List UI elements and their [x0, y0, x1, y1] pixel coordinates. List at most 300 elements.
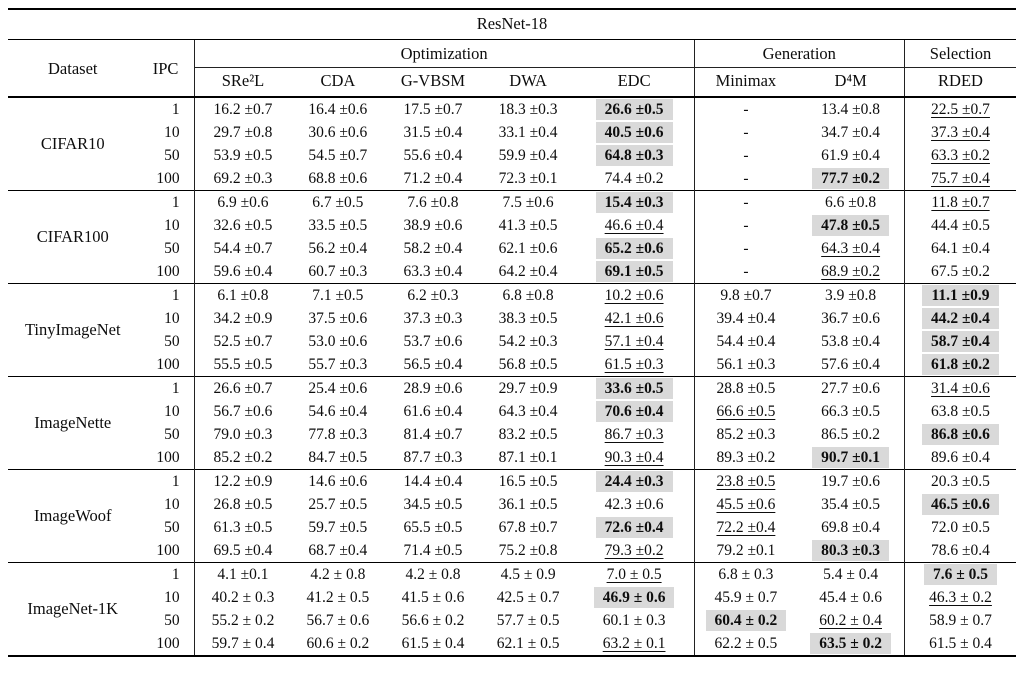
- value-cell: [694, 446, 797, 470]
- value-text: 79.2 ±0.1: [716, 542, 776, 559]
- value-text: 64.3 ±0.4: [498, 403, 558, 420]
- value-text: 60.7 ±0.3: [308, 263, 368, 280]
- value-text: 58.9 ± 0.7: [929, 612, 992, 629]
- best-value: 40.5 ±0.6: [596, 122, 673, 143]
- value-cell: [905, 400, 1017, 423]
- value-text: 6.8 ±0.8: [502, 287, 554, 304]
- value-cell: [797, 260, 904, 284]
- value-text: 31.5 ±0.4: [403, 124, 463, 141]
- value-cell: [575, 353, 694, 377]
- value-text: 6.6 ±0.8: [825, 194, 877, 211]
- value-text: 74.4 ±0.2: [604, 170, 664, 187]
- value-text: 29.7 ±0.8: [213, 124, 273, 141]
- value-text: 40.2 ± 0.3: [211, 589, 275, 606]
- value-text: 34.2 ±0.9: [213, 310, 273, 327]
- value-text: 55.7 ±0.3: [308, 356, 368, 373]
- value-text: 56.1 ±0.3: [716, 356, 776, 373]
- value-cell: [384, 609, 481, 632]
- value-text: 75.2 ±0.8: [498, 542, 558, 559]
- ipc-value: 10: [138, 307, 195, 330]
- value-cell: [482, 144, 575, 167]
- value-text: 33.1 ±0.4: [498, 124, 558, 141]
- value-text: 44.4 ±0.5: [931, 217, 990, 234]
- value-cell: [384, 353, 481, 377]
- value-cell: [797, 493, 904, 516]
- value-cell: [194, 353, 291, 377]
- value-cell: [797, 609, 904, 632]
- value-cell: [575, 260, 694, 284]
- table-row: [8, 423, 1016, 446]
- value-cell: [194, 377, 291, 401]
- ipc-value: 10: [138, 121, 195, 144]
- table-header: [8, 9, 1016, 97]
- value-cell: [694, 516, 797, 539]
- table-row: [8, 121, 1016, 144]
- value-cell: [797, 191, 904, 215]
- value-cell: [384, 191, 481, 215]
- table-title: ResNet-18: [8, 9, 1016, 40]
- value-text: 69.2 ±0.3: [213, 170, 273, 187]
- value-cell: [905, 632, 1017, 656]
- value-text: -: [743, 101, 749, 118]
- value-text: 38.3 ±0.5: [498, 310, 558, 327]
- value-text: 79.0 ±0.3: [213, 426, 273, 443]
- best-value: 58.7 ±0.4: [922, 331, 999, 352]
- value-cell: [694, 191, 797, 215]
- value-cell: [194, 214, 291, 237]
- best-value: 47.8 ±0.5: [812, 215, 889, 236]
- value-cell: [194, 144, 291, 167]
- value-cell: [694, 609, 797, 632]
- value-cell: [291, 121, 384, 144]
- column-header-edc: EDC: [575, 68, 694, 98]
- value-cell: [905, 260, 1017, 284]
- value-text: 63.3 ±0.4: [403, 263, 463, 280]
- value-text: 45.4 ± 0.6: [819, 589, 882, 606]
- value-text: 34.5 ±0.5: [403, 496, 463, 513]
- value-text: 61.5 ± 0.4: [929, 635, 992, 652]
- value-cell: [291, 470, 384, 494]
- second-best-value: 72.2 ±0.4: [716, 519, 776, 536]
- value-cell: [905, 609, 1017, 632]
- value-cell: [575, 563, 694, 587]
- ipc-value: 10: [138, 400, 195, 423]
- value-cell: [905, 563, 1017, 587]
- value-text: 89.6 ±0.4: [931, 449, 990, 466]
- value-cell: [694, 423, 797, 446]
- value-cell: [797, 563, 904, 587]
- value-cell: [575, 400, 694, 423]
- value-cell: [384, 516, 481, 539]
- second-best-value: 68.9 ±0.2: [821, 263, 881, 280]
- best-value: 64.8 ±0.3: [596, 145, 673, 166]
- best-value: 80.3 ±0.3: [812, 540, 889, 561]
- value-cell: [291, 400, 384, 423]
- value-text: 81.4 ±0.7: [403, 426, 463, 443]
- table-row: [8, 214, 1016, 237]
- second-best-value: 79.3 ±0.2: [604, 542, 664, 559]
- value-cell: [575, 516, 694, 539]
- ipc-value: 10: [138, 493, 195, 516]
- value-text: 6.9 ±0.6: [217, 194, 269, 211]
- value-text: 37.3 ±0.3: [403, 310, 463, 327]
- value-cell: [384, 493, 481, 516]
- second-best-value: 90.3 ±0.4: [604, 449, 664, 466]
- table-row: [8, 377, 1016, 401]
- value-text: -: [743, 263, 749, 280]
- value-text: 20.3 ±0.5: [931, 473, 990, 490]
- value-cell: [384, 423, 481, 446]
- value-text: 77.8 ±0.3: [308, 426, 368, 443]
- value-cell: [384, 307, 481, 330]
- dataset-label: ImageNette: [8, 377, 138, 470]
- value-cell: [194, 609, 291, 632]
- value-cell: [482, 423, 575, 446]
- value-cell: [482, 586, 575, 609]
- value-text: 64.1 ±0.4: [931, 240, 990, 257]
- value-cell: [194, 284, 291, 308]
- second-best-value: 31.4 ±0.6: [931, 380, 990, 397]
- value-text: 59.7 ± 0.4: [211, 635, 275, 652]
- value-text: 68.7 ±0.4: [308, 542, 368, 559]
- value-cell: [194, 563, 291, 587]
- ipc-value: 50: [138, 516, 195, 539]
- best-value: 15.4 ±0.3: [596, 192, 673, 213]
- value-text: 54.4 ±0.4: [716, 333, 776, 350]
- value-text: 56.5 ±0.4: [403, 356, 463, 373]
- best-value: 63.5 ± 0.2: [810, 633, 891, 654]
- second-best-value: 57.1 ±0.4: [604, 333, 664, 350]
- value-cell: [482, 400, 575, 423]
- value-text: 66.3 ±0.5: [821, 403, 881, 420]
- value-cell: [797, 446, 904, 470]
- value-cell: [384, 539, 481, 563]
- table-row: [8, 191, 1016, 215]
- value-text: 54.2 ±0.3: [498, 333, 558, 350]
- value-cell: [291, 307, 384, 330]
- value-text: 72.3 ±0.1: [498, 170, 558, 187]
- value-text: 5.4 ± 0.4: [823, 566, 879, 583]
- value-cell: [384, 144, 481, 167]
- value-cell: [797, 167, 904, 191]
- value-cell: [575, 446, 694, 470]
- value-text: 4.1 ±0.1: [217, 566, 269, 583]
- value-cell: [482, 470, 575, 494]
- value-text: 34.7 ±0.4: [821, 124, 881, 141]
- value-cell: [482, 260, 575, 284]
- value-cell: [694, 307, 797, 330]
- value-cell: [797, 353, 904, 377]
- dataset-label: ImageNet-1K: [8, 563, 138, 657]
- value-cell: [575, 609, 694, 632]
- table-row: [8, 470, 1016, 494]
- second-best-value: 37.3 ±0.4: [931, 124, 990, 141]
- value-cell: [575, 423, 694, 446]
- value-text: 36.7 ±0.6: [821, 310, 881, 327]
- value-cell: [575, 470, 694, 494]
- value-text: 63.8 ±0.5: [931, 403, 990, 420]
- value-text: 53.8 ±0.4: [821, 333, 881, 350]
- value-text: 13.4 ±0.8: [821, 101, 881, 118]
- second-best-value: 75.7 ±0.4: [931, 170, 990, 187]
- best-value: 7.6 ± 0.5: [924, 564, 997, 585]
- value-cell: [905, 284, 1017, 308]
- best-value: 72.6 ±0.4: [596, 517, 673, 538]
- value-cell: [797, 632, 904, 656]
- value-cell: [797, 470, 904, 494]
- column-header-d4m: D⁴M: [797, 68, 904, 98]
- value-cell: [384, 260, 481, 284]
- value-text: 62.1 ± 0.5: [496, 635, 560, 652]
- value-cell: [905, 144, 1017, 167]
- value-text: 6.1 ±0.8: [217, 287, 269, 304]
- value-text: 57.6 ±0.4: [821, 356, 881, 373]
- best-value: 77.7 ±0.2: [812, 168, 889, 189]
- value-cell: [694, 377, 797, 401]
- value-cell: [694, 470, 797, 494]
- value-cell: [194, 260, 291, 284]
- value-cell: [797, 539, 904, 563]
- value-cell: [482, 97, 575, 121]
- value-cell: [482, 307, 575, 330]
- value-cell: [575, 121, 694, 144]
- value-text: 55.6 ±0.4: [403, 147, 463, 164]
- value-cell: [291, 539, 384, 563]
- second-best-value: 63.2 ± 0.1: [602, 635, 666, 652]
- value-text: 30.6 ±0.6: [308, 124, 368, 141]
- value-cell: [797, 423, 904, 446]
- value-cell: [694, 632, 797, 656]
- best-value: 44.2 ±0.4: [922, 308, 999, 329]
- value-cell: [575, 214, 694, 237]
- value-cell: [694, 260, 797, 284]
- column-header-dataset: Dataset: [8, 40, 138, 98]
- value-cell: [575, 307, 694, 330]
- value-text: 17.5 ±0.7: [403, 101, 463, 118]
- group-header-generation: Generation: [694, 40, 904, 68]
- best-value: 86.8 ±0.6: [922, 424, 999, 445]
- value-text: 6.7 ±0.5: [312, 194, 364, 211]
- best-value: 70.6 ±0.4: [596, 401, 673, 422]
- value-cell: [694, 353, 797, 377]
- value-cell: [905, 330, 1017, 353]
- value-text: 4.2 ± 0.8: [310, 566, 366, 583]
- value-text: 7.1 ±0.5: [312, 287, 364, 304]
- value-cell: [482, 121, 575, 144]
- table-row: [8, 330, 1016, 353]
- value-cell: [194, 307, 291, 330]
- title-row: [8, 9, 1016, 40]
- value-text: 52.5 ±0.7: [213, 333, 273, 350]
- value-cell: [482, 609, 575, 632]
- value-cell: [194, 237, 291, 260]
- value-cell: [694, 167, 797, 191]
- column-header-minimax: Minimax: [694, 68, 797, 98]
- value-cell: [482, 191, 575, 215]
- value-cell: [384, 377, 481, 401]
- value-text: 83.2 ±0.5: [498, 426, 558, 443]
- value-text: 26.6 ±0.7: [213, 380, 273, 397]
- value-text: 53.0 ±0.6: [308, 333, 368, 350]
- value-cell: [291, 237, 384, 260]
- value-text: 16.2 ±0.7: [213, 101, 273, 118]
- group-header-selection: Selection: [905, 40, 1017, 68]
- value-text: 16.4 ±0.6: [308, 101, 368, 118]
- value-cell: [575, 632, 694, 656]
- value-cell: [291, 260, 384, 284]
- ipc-value: 10: [138, 586, 195, 609]
- value-cell: [384, 470, 481, 494]
- value-text: 61.5 ± 0.4: [401, 635, 465, 652]
- table-row: [8, 539, 1016, 563]
- value-cell: [797, 377, 904, 401]
- value-text: 67.5 ±0.2: [931, 263, 990, 280]
- value-cell: [194, 516, 291, 539]
- best-value: 61.8 ±0.2: [922, 354, 999, 375]
- value-text: 56.6 ± 0.2: [401, 612, 465, 629]
- table-row: [8, 493, 1016, 516]
- second-best-value: 63.3 ±0.2: [931, 147, 990, 164]
- value-text: 39.4 ±0.4: [716, 310, 776, 327]
- value-cell: [482, 167, 575, 191]
- value-cell: [291, 214, 384, 237]
- value-text: 60.1 ± 0.3: [602, 612, 666, 629]
- value-text: 61.6 ±0.4: [403, 403, 463, 420]
- value-text: 4.2 ± 0.8: [405, 566, 461, 583]
- value-cell: [384, 563, 481, 587]
- value-text: 65.5 ±0.5: [403, 519, 463, 536]
- value-text: 4.5 ± 0.9: [500, 566, 556, 583]
- value-cell: [194, 97, 291, 121]
- ipc-value: 1: [138, 284, 195, 308]
- value-text: 36.1 ±0.5: [498, 496, 558, 513]
- best-value: 26.6 ±0.5: [596, 99, 673, 120]
- ipc-value: 50: [138, 144, 195, 167]
- value-text: 25.7 ±0.5: [308, 496, 368, 513]
- value-text: 60.6 ± 0.2: [306, 635, 370, 652]
- value-cell: [291, 167, 384, 191]
- value-text: 87.1 ±0.1: [498, 449, 558, 466]
- value-cell: [575, 330, 694, 353]
- value-text: 71.2 ±0.4: [403, 170, 463, 187]
- value-cell: [194, 446, 291, 470]
- value-cell: [575, 167, 694, 191]
- value-text: 6.8 ± 0.3: [718, 566, 774, 583]
- value-cell: [194, 632, 291, 656]
- ipc-value: 1: [138, 97, 195, 121]
- value-cell: [194, 586, 291, 609]
- group-header-row: [8, 40, 1016, 68]
- value-cell: [482, 237, 575, 260]
- value-cell: [194, 400, 291, 423]
- value-cell: [194, 493, 291, 516]
- value-cell: [482, 493, 575, 516]
- value-cell: [905, 97, 1017, 121]
- value-text: 57.7 ± 0.5: [496, 612, 560, 629]
- best-value: 60.4 ± 0.2: [706, 610, 787, 631]
- value-cell: [291, 377, 384, 401]
- column-header-dwa: DWA: [482, 68, 575, 98]
- value-text: 64.2 ±0.4: [498, 263, 558, 280]
- value-text: 6.2 ±0.3: [407, 287, 459, 304]
- table-row: [8, 609, 1016, 632]
- value-text: 3.9 ±0.8: [825, 287, 877, 304]
- value-cell: [482, 284, 575, 308]
- value-cell: [575, 586, 694, 609]
- column-header-gvbsm: G-VBSM: [384, 68, 481, 98]
- value-text: 56.8 ±0.5: [498, 356, 558, 373]
- value-text: 28.9 ±0.6: [403, 380, 463, 397]
- group-header-optimization: Optimization: [194, 40, 694, 68]
- value-cell: [905, 121, 1017, 144]
- best-value: 24.4 ±0.3: [596, 471, 673, 492]
- value-text: 84.7 ±0.5: [308, 449, 368, 466]
- value-cell: [384, 97, 481, 121]
- resnet18-results-table: [8, 8, 1016, 657]
- value-cell: [575, 284, 694, 308]
- second-best-value: 64.3 ±0.4: [821, 240, 881, 257]
- ipc-value: 1: [138, 191, 195, 215]
- value-cell: [694, 400, 797, 423]
- second-best-value: 23.8 ±0.5: [716, 473, 776, 490]
- table-row: [8, 237, 1016, 260]
- results-table-container: [8, 8, 1016, 657]
- value-cell: [575, 237, 694, 260]
- value-text: -: [743, 240, 749, 257]
- ipc-value: 1: [138, 377, 195, 401]
- value-text: 56.7 ± 0.6: [306, 612, 370, 629]
- value-text: 45.9 ± 0.7: [714, 589, 778, 606]
- ipc-value: 100: [138, 260, 195, 284]
- value-text: 69.8 ±0.4: [821, 519, 881, 536]
- value-cell: [694, 330, 797, 353]
- value-cell: [905, 237, 1017, 260]
- value-text: 61.9 ±0.4: [821, 147, 881, 164]
- value-cell: [694, 144, 797, 167]
- value-cell: [797, 330, 904, 353]
- second-best-value: 45.5 ±0.6: [716, 496, 776, 513]
- value-text: -: [743, 124, 749, 141]
- value-text: 7.5 ±0.6: [502, 194, 554, 211]
- value-cell: [797, 307, 904, 330]
- dataset-label: ImageWoof: [8, 470, 138, 563]
- value-text: 42.3 ±0.6: [604, 496, 664, 513]
- column-header-rded: RDED: [905, 68, 1017, 98]
- value-cell: [694, 214, 797, 237]
- value-text: 56.7 ±0.6: [213, 403, 273, 420]
- ipc-value: 10: [138, 214, 195, 237]
- value-text: 18.3 ±0.3: [498, 101, 558, 118]
- value-cell: [694, 284, 797, 308]
- ipc-value: 100: [138, 446, 195, 470]
- value-text: 85.2 ±0.2: [213, 449, 273, 466]
- value-text: 33.5 ±0.5: [308, 217, 368, 234]
- second-best-value: 46.3 ± 0.2: [929, 589, 992, 606]
- value-text: 59.9 ±0.4: [498, 147, 558, 164]
- value-text: 54.6 ±0.4: [308, 403, 368, 420]
- value-text: 87.7 ±0.3: [403, 449, 463, 466]
- value-cell: [291, 144, 384, 167]
- column-header-sre2l: SRe²L: [194, 68, 291, 98]
- value-cell: [482, 516, 575, 539]
- value-cell: [575, 493, 694, 516]
- value-text: -: [743, 170, 749, 187]
- table-row: [8, 97, 1016, 121]
- value-cell: [384, 330, 481, 353]
- second-best-value: 11.8 ±0.7: [931, 194, 990, 211]
- table-row: [8, 446, 1016, 470]
- value-cell: [291, 284, 384, 308]
